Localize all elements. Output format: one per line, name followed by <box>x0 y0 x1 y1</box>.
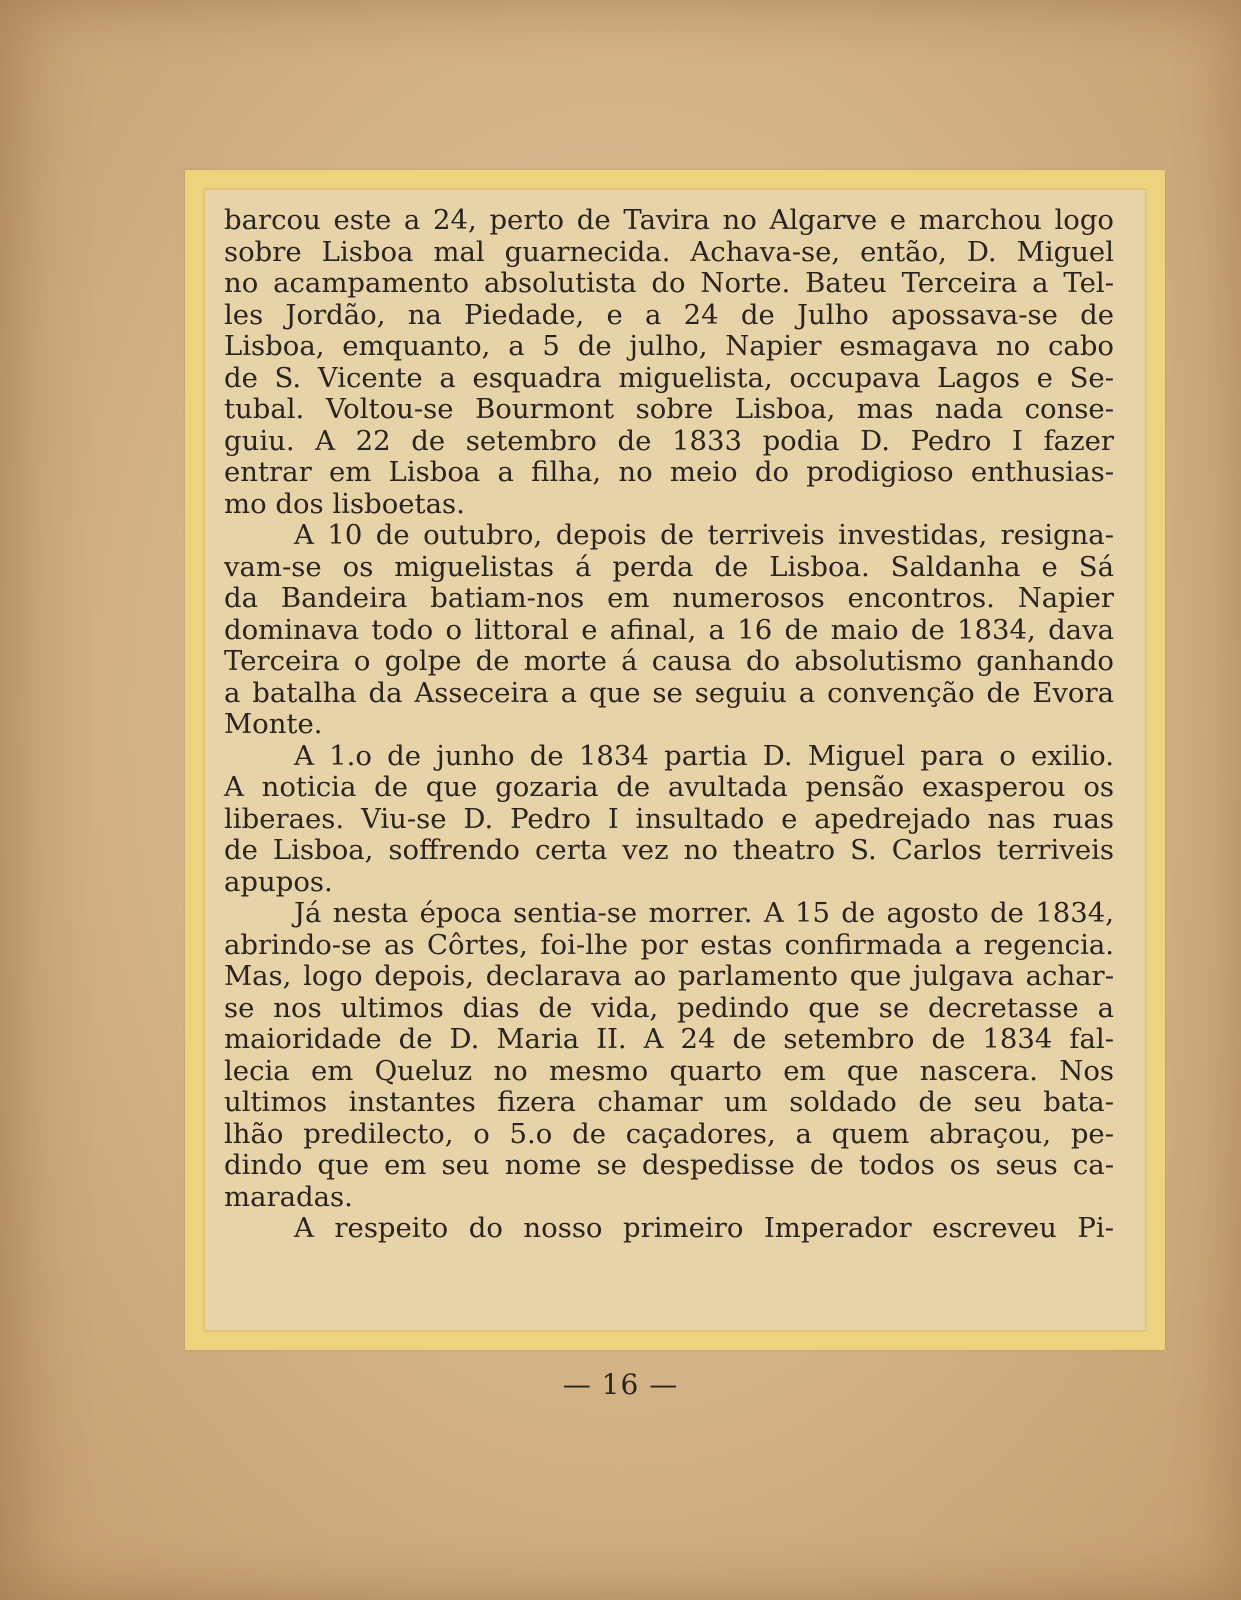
text-line: a batalha da Asseceira a que se seguiu a convenção de Evora <box>224 676 1114 709</box>
text-line: de S. Vicente a esquadra miguelista, occupava Lagos e Se- <box>224 361 1114 394</box>
text-line: sobre Lisboa mal guarnecida. Achava-se, então, D. Miguel <box>224 235 1114 268</box>
text-line: Lisboa, emquanto, a 5 de julho, Napier esmagava no cabo <box>224 330 1114 362</box>
text-line: les Jordão, na Piedade, e a 24 de Julho apossava-se de <box>224 298 1114 331</box>
text-line: tubal. Voltou-se Bourmont sobre Lisboa, mas nada conse- <box>224 393 1114 425</box>
text-line: A 10 de outubro, depois de terriveis investidas, resigna- <box>294 519 1114 551</box>
page-number: — 16 — <box>562 1368 679 1401</box>
text-line: A respeito do nosso primeiro Imperador escreveu Pi- <box>294 1212 1114 1244</box>
text-line: barcou este a 24, perto de Tavira no Algarve e marchou logo <box>224 204 1114 236</box>
text-line: ultimos instantes fizera chamar um soldado de seu bata- <box>224 1086 1114 1118</box>
text-line: abrindo-se as Côrtes, foi-lhe por estas confirmada a regencia. <box>224 928 1114 961</box>
text-line: liberaes. Viu-se D. Pedro I insultado e apedrejado nas ruas <box>224 802 1114 835</box>
text-line: maradas. <box>224 1180 353 1213</box>
body-text <box>224 205 1114 1245</box>
text-line: entrar em Lisboa a filha, no meio do prodigioso enthusias- <box>224 456 1114 488</box>
text-line: mo dos lisboetas. <box>224 487 465 520</box>
text-line: Monte. <box>224 708 323 740</box>
text-line: Já nesta época sentia-se morrer. A 15 de agosto de 1834, <box>294 897 1114 929</box>
text-line: apupos. <box>224 865 333 898</box>
text-line: dominava todo o littoral e afinal, a 16 de maio de 1834, dava <box>224 613 1114 646</box>
text-line: A noticia de que gozaria de avultada pensão exasperou os <box>224 771 1114 803</box>
text-line: da Bandeira batiam-nos em numerosos encontros. Napier <box>224 582 1114 614</box>
text-line: Mas, logo depois, declarava ao parlamento que julgava achar- <box>224 960 1114 992</box>
text-line: Terceira o golpe de morte á causa do absolutismo ganhando <box>224 645 1114 677</box>
text-line: vam-se os miguelistas á perda de Lisboa. Saldanha e Sá <box>224 550 1114 583</box>
text-line: A 1.o de junho de 1834 partia D. Miguel para o exilio. <box>294 739 1114 772</box>
text-line: no acampamento absolutista do Norte. Bateu Terceira a Tel- <box>224 267 1114 299</box>
text-line: dindo que em seu nome se despedisse de todos os seus ca- <box>224 1149 1114 1181</box>
text-line: maioridade de D. Maria II. A 24 de setembro de 1834 fal- <box>224 1023 1114 1055</box>
text-line: de Lisboa, soffrendo certa vez no theatro S. Carlos terriveis <box>224 834 1114 866</box>
text-line: guiu. A 22 de setembro de 1833 podia D. Pedro I fazer <box>224 424 1114 457</box>
text-line: se nos ultimos dias de vida, pedindo que se decretasse a <box>224 991 1114 1024</box>
text-line: lecia em Queluz no mesmo quarto em que nascera. Nos <box>224 1054 1114 1087</box>
text-line: lhão predilecto, o 5.o de caçadores, a quem abraçou, pe- <box>224 1117 1114 1150</box>
